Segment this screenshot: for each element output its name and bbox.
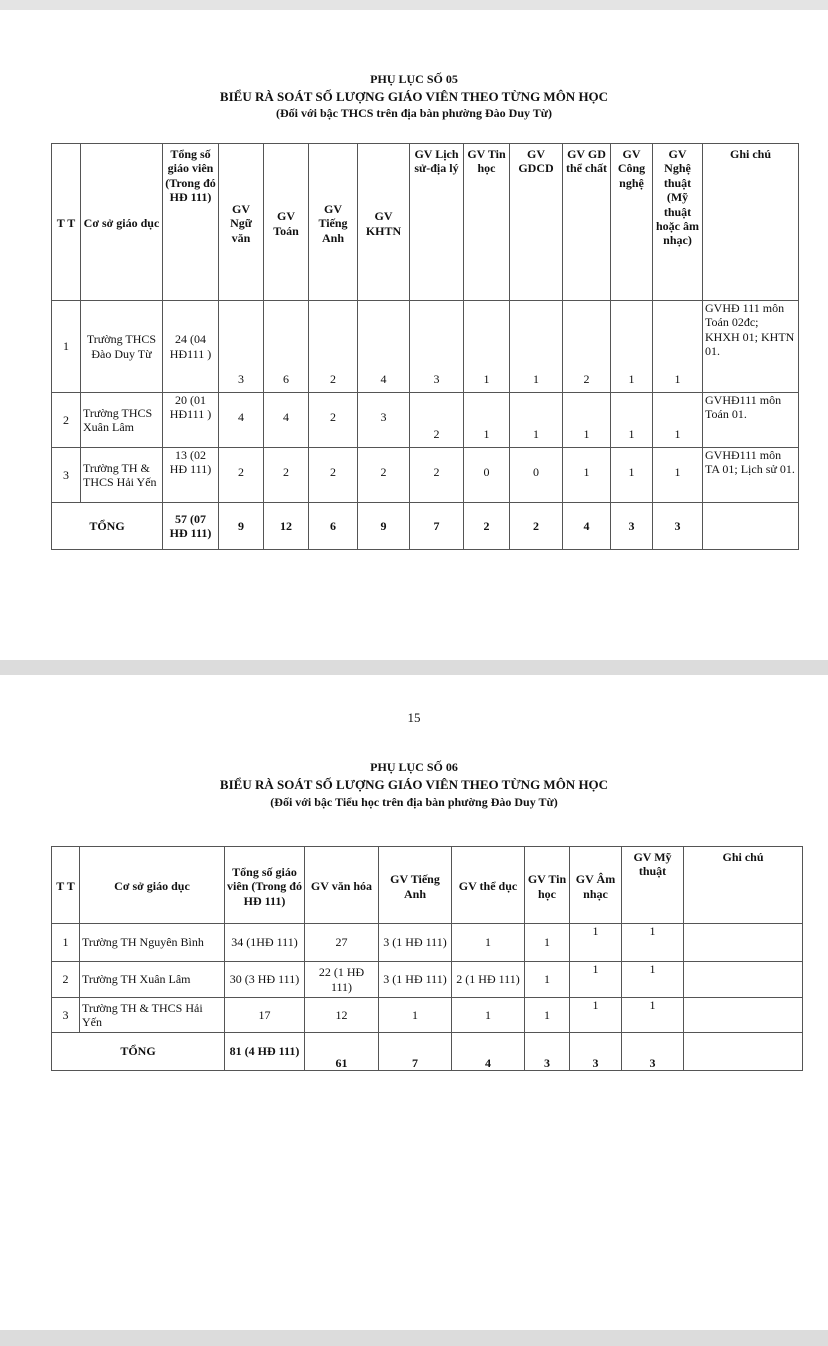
row-culture: 27 — [305, 924, 379, 962]
appendix-5-title: BIỂU RÀ SOÁT SỐ LƯỢNG GIÁO VIÊN THEO TỪNG MÔN HỌC — [219, 89, 609, 104]
row-math: 6 — [264, 301, 309, 393]
table-row — [52, 998, 803, 1033]
header-civics: GV GDCD — [510, 144, 563, 301]
row-history-geo: 3 — [410, 301, 464, 393]
header-culture: GV văn hóa — [305, 847, 379, 924]
row-note: GVHĐ 111 môn Toán 02đc; KHXH 01; KHTN 01. — [703, 301, 799, 393]
page-divider — [0, 660, 828, 675]
row-culture: 22 (1 HĐ 111) — [305, 962, 379, 998]
table-row — [52, 448, 799, 503]
header-tt: T T — [52, 847, 80, 924]
appendix-6-label: PHỤ LỤC SỐ 06 — [370, 760, 458, 774]
row-note: GVHĐ111 môn TA 01; Lịch sử 01. — [703, 448, 799, 503]
row-english: 2 — [309, 393, 358, 448]
row-fine-arts: 1 — [622, 962, 684, 998]
total-pe: 4 — [563, 503, 611, 550]
header-science: GV KHTN — [358, 144, 410, 301]
row-fine-arts: 1 — [622, 924, 684, 962]
row-total: 17 — [225, 998, 305, 1033]
header-fine-arts: GV Mỹ thuật — [622, 847, 684, 924]
appendix-5-subtitle: (Đối với bậc THCS trên địa bàn phường Đào Duy Từ) — [276, 106, 552, 120]
row-pe: 1 — [452, 998, 525, 1033]
row-pe: 2 — [563, 301, 611, 393]
row-tt: 2 — [52, 962, 80, 998]
table-row — [52, 962, 803, 998]
total-music: 3 — [570, 1033, 622, 1071]
row-it: 1 — [464, 393, 510, 448]
row-it: 0 — [464, 448, 510, 503]
row-civics: 1 — [510, 393, 563, 448]
row-note — [684, 998, 803, 1033]
row-music: 1 — [570, 998, 622, 1033]
row-literature: 2 — [219, 448, 264, 503]
row-arts: 1 — [653, 393, 703, 448]
header-english: GV Tiếng Anh — [379, 847, 452, 924]
row-it: 1 — [525, 998, 570, 1033]
total-pe: 4 — [452, 1033, 525, 1071]
header-pe: GV GD thể chất — [563, 144, 611, 301]
header-tt: T T — [52, 144, 81, 301]
row-history-geo: 2 — [410, 448, 464, 503]
row-pe: 2 (1 HĐ 111) — [452, 962, 525, 998]
row-tt: 1 — [52, 301, 81, 393]
header-arts: GV Nghệ thuật (Mỹ thuật hoặc âm nhạc) — [653, 144, 703, 301]
row-tt: 2 — [52, 393, 81, 448]
table-row — [52, 393, 799, 448]
row-math: 4 — [264, 393, 309, 448]
header-history-geo: GV Lịch sử-địa lý — [410, 144, 464, 301]
row-english: 2 — [309, 448, 358, 503]
total-history-geo: 7 — [410, 503, 464, 550]
row-music: 1 — [570, 962, 622, 998]
total-teachers: 81 (4 HĐ 111) — [225, 1033, 305, 1071]
header-total: Tổng số giáo viên (Trong đó HĐ 111) — [225, 847, 305, 924]
total-literature: 9 — [219, 503, 264, 550]
row-history-geo: 2 — [410, 393, 464, 448]
header-english: GV Tiếng Anh — [309, 144, 358, 301]
row-note: GVHĐ111 môn Toán 01. — [703, 393, 799, 448]
total-culture: 61 — [305, 1033, 379, 1071]
total-row — [52, 503, 799, 550]
row-school: Trường TH Nguyên Bình — [80, 924, 225, 962]
header-it: GV Tin học — [525, 847, 570, 924]
row-literature: 4 — [219, 393, 264, 448]
total-tech: 3 — [611, 503, 653, 550]
row-school: Trường THCS Đào Duy Từ — [81, 301, 163, 393]
row-english: 3 (1 HĐ 111) — [379, 924, 452, 962]
table-header-row — [52, 847, 803, 924]
row-tt: 3 — [52, 448, 81, 503]
row-pe: 1 — [563, 448, 611, 503]
row-it: 1 — [525, 962, 570, 998]
header-note: Ghi chú — [684, 847, 803, 924]
top-divider — [0, 0, 828, 10]
row-tt: 3 — [52, 998, 80, 1033]
row-note — [684, 962, 803, 998]
row-english: 1 — [379, 998, 452, 1033]
row-pe: 1 — [563, 393, 611, 448]
row-school: Trường THCS Xuân Lâm — [81, 393, 163, 448]
header-pe: GV thể dục — [452, 847, 525, 924]
table-header-row — [52, 144, 799, 301]
page-number: 15 — [407, 710, 421, 725]
total-teachers: 57 (07 HĐ 111) — [163, 503, 219, 550]
appendix-5-label: PHỤ LỤC SỐ 05 — [370, 72, 458, 86]
row-note — [684, 924, 803, 962]
total-arts: 3 — [653, 503, 703, 550]
row-english: 3 (1 HĐ 111) — [379, 962, 452, 998]
row-culture: 12 — [305, 998, 379, 1033]
appendix-6-subtitle: (Đối với bậc Tiểu học trên địa bàn phường Đào Duy Từ) — [270, 795, 558, 809]
total-note — [684, 1033, 803, 1071]
row-literature: 3 — [219, 301, 264, 393]
row-total: 30 (3 HĐ 111) — [225, 962, 305, 998]
header-school: Cơ sở giáo dục — [80, 847, 225, 924]
primary-teacher-table — [51, 846, 803, 1071]
table-row — [52, 301, 799, 393]
header-note: Ghi chú — [703, 144, 799, 301]
row-it: 1 — [464, 301, 510, 393]
total-it: 3 — [525, 1033, 570, 1071]
total-note — [703, 503, 799, 550]
total-science: 9 — [358, 503, 410, 550]
row-school: Trường TH Xuân Lâm — [80, 962, 225, 998]
row-fine-arts: 1 — [622, 998, 684, 1033]
row-tech: 1 — [611, 393, 653, 448]
row-tt: 1 — [52, 924, 80, 962]
row-civics: 0 — [510, 448, 563, 503]
row-science: 4 — [358, 301, 410, 393]
header-math: GV Toán — [264, 144, 309, 301]
total-row — [52, 1033, 803, 1071]
row-total: 34 (1HĐ 111) — [225, 924, 305, 962]
row-math: 2 — [264, 448, 309, 503]
bottom-divider — [0, 1330, 828, 1346]
thcs-teacher-table — [51, 143, 799, 550]
total-fine-arts: 3 — [622, 1033, 684, 1071]
total-english: 7 — [379, 1033, 452, 1071]
header-it: GV Tin học — [464, 144, 510, 301]
row-arts: 1 — [653, 301, 703, 393]
total-it: 2 — [464, 503, 510, 550]
row-civics: 1 — [510, 301, 563, 393]
total-label: TỔNG — [52, 1033, 225, 1071]
total-english: 6 — [309, 503, 358, 550]
row-total: 24 (04 HĐ111 ) — [163, 301, 219, 393]
row-total: 20 (01 HĐ111 ) — [163, 393, 219, 448]
table-row — [52, 924, 803, 962]
row-science: 2 — [358, 448, 410, 503]
total-math: 12 — [264, 503, 309, 550]
row-tech: 1 — [611, 448, 653, 503]
header-literature: GV Ngữ văn — [219, 144, 264, 301]
row-science: 3 — [358, 393, 410, 448]
row-school: Trường TH & THCS Hải Yến — [81, 448, 163, 503]
header-school: Cơ sở giáo dục — [81, 144, 163, 301]
header-music: GV Âm nhạc — [570, 847, 622, 924]
header-total: Tổng số giáo viên (Trong đó HĐ 111) — [163, 144, 219, 301]
row-total: 13 (02 HĐ 111) — [163, 448, 219, 503]
total-civics: 2 — [510, 503, 563, 550]
row-arts: 1 — [653, 448, 703, 503]
header-tech: GV Công nghệ — [611, 144, 653, 301]
row-tech: 1 — [611, 301, 653, 393]
appendix-6-title: BIỂU RÀ SOÁT SỐ LƯỢNG GIÁO VIÊN THEO TỪNG MÔN HỌC — [219, 777, 609, 792]
total-label: TỔNG — [52, 503, 163, 550]
row-school: Trường TH & THCS Hải Yến — [80, 998, 225, 1033]
row-pe: 1 — [452, 924, 525, 962]
row-music: 1 — [570, 924, 622, 962]
row-english: 2 — [309, 301, 358, 393]
row-it: 1 — [525, 924, 570, 962]
